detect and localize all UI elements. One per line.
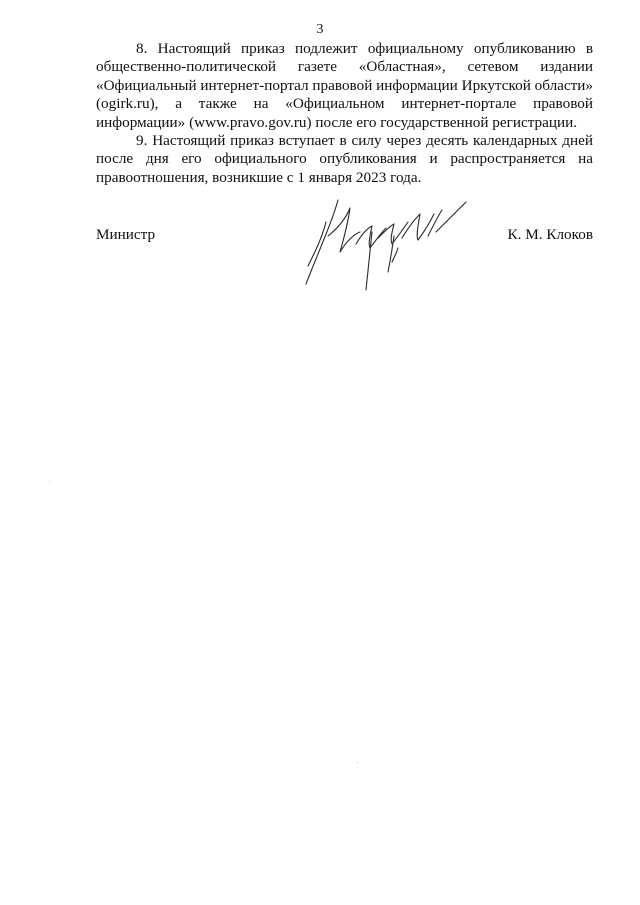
document-body (96, 40, 593, 187)
page-number: 3 (316, 22, 324, 37)
paragraph-8: 8. Настоящий приказ подлежит официальному опубликованию в общественно-политической газете «Областная», сетевом издании «Официальный интернет-портал правовой информации Иркутской области» (ogirk.ru), а также на «Официальном интернет-портале правовой информации» (www.pravo.gov.ru) после его государственной регистрации. (96, 40, 593, 131)
handwritten-signature (298, 192, 470, 296)
paragraph-9: 9. Настоящий приказ вступает в силу через десять календарных дней после дня его официального опубликования и распространяется на правоотношения, возникшие с 1 января 2023 года. (96, 132, 593, 186)
signer-position: Министр (96, 226, 156, 243)
signer-name: К. М. Клоков (507, 226, 593, 243)
scan-speck (49, 481, 50, 482)
scan-speck (357, 762, 358, 763)
